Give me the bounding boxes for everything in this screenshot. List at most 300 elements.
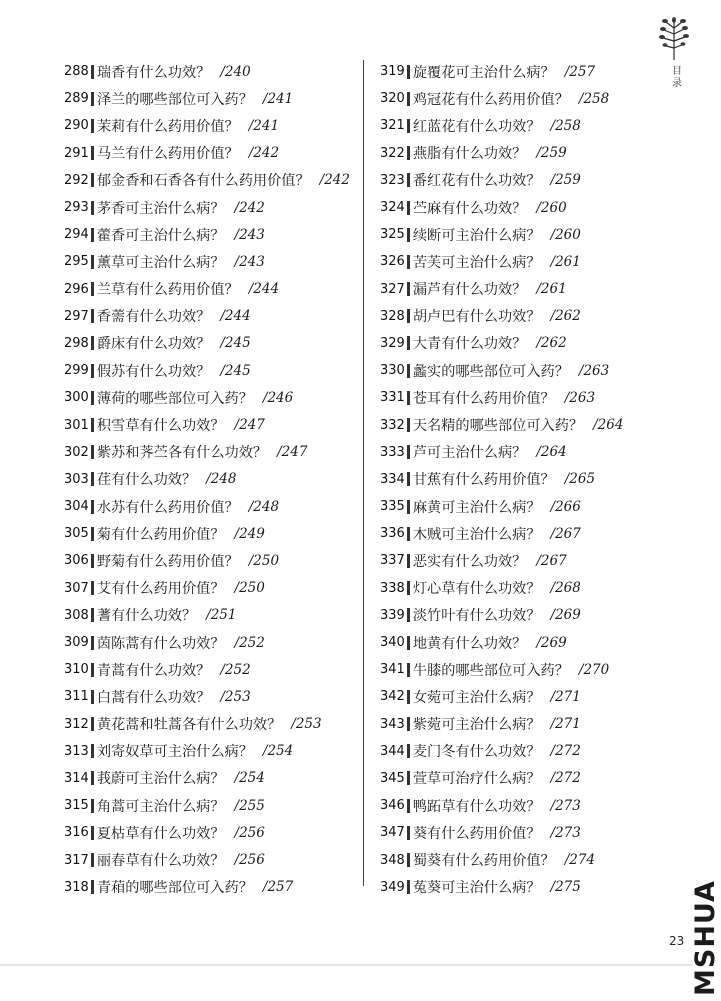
- entry-title: 蜀葵有什么药用价值？: [412, 853, 555, 870]
- entry-bar-marker: [407, 608, 410, 622]
- entry-number: 336: [380, 526, 405, 542]
- entry-title: 菊有什么药用价值？: [96, 526, 225, 543]
- entry-bar-marker: [407, 146, 410, 160]
- entry-page-ref: /274: [564, 852, 596, 869]
- entry-number: 301: [64, 417, 89, 433]
- toc-entry[interactable]: [64, 547, 354, 574]
- entry-number: 330: [380, 363, 405, 379]
- entry-number: 317: [64, 852, 89, 868]
- entry-page-ref: /244: [248, 281, 280, 298]
- entry-number: 289: [64, 91, 89, 107]
- entry-number: 300: [64, 390, 89, 406]
- entry-bar-marker: [91, 173, 94, 187]
- column-divider: [363, 60, 364, 886]
- entry-bar-marker: [91, 663, 94, 677]
- entry-page-ref: /265: [564, 471, 596, 488]
- entry-page-ref: /250: [248, 552, 280, 569]
- entry-page-ref: /241: [262, 90, 294, 107]
- toc-entry[interactable]: [64, 330, 354, 357]
- entry-bar-marker: [91, 309, 94, 323]
- entry-number: 303: [64, 471, 89, 487]
- entry-page-ref: /243: [234, 253, 265, 270]
- toc-entry[interactable]: [64, 602, 354, 629]
- toc-entry[interactable]: [64, 765, 354, 792]
- toc-entry[interactable]: [64, 85, 354, 112]
- entry-number: 294: [64, 227, 89, 243]
- toc-left-column: [64, 58, 354, 901]
- entry-page-ref: /275: [550, 879, 581, 896]
- entry-title: 天名精的哪些部位可入药？: [412, 418, 584, 435]
- entry-bar-marker: [407, 309, 410, 323]
- entry-page-ref: /249: [234, 525, 265, 542]
- entry-number: 323: [380, 172, 405, 188]
- toc-entry[interactable]: [380, 547, 662, 574]
- entry-title: 木贼可主治什么病？: [412, 526, 541, 543]
- entry-bar-marker: [407, 201, 410, 215]
- entry-number: 322: [380, 145, 405, 161]
- entry-bar-marker: [91, 636, 94, 650]
- entry-title: 燕脂有什么功效？: [412, 146, 527, 163]
- toc-entry[interactable]: [64, 493, 354, 520]
- entry-number: 319: [380, 64, 405, 80]
- entry-page-ref: /273: [550, 824, 581, 841]
- toc-entry[interactable]: [380, 602, 662, 629]
- toc-entry[interactable]: [380, 846, 662, 873]
- entry-bar-marker: [407, 173, 410, 187]
- entry-bar-marker: [407, 445, 410, 459]
- entry-bar-marker: [91, 853, 94, 867]
- entry-bar-marker: [91, 717, 94, 731]
- entry-title: 丽春草有什么功效？: [96, 853, 225, 870]
- entry-title: 女菀可主治什么病？: [412, 689, 541, 706]
- toc-entry[interactable]: [64, 683, 354, 710]
- entry-page-ref: /264: [536, 444, 567, 461]
- entry-number: 334: [380, 471, 405, 487]
- toc-entry[interactable]: [380, 167, 662, 194]
- entry-bar-marker: [91, 690, 94, 704]
- entry-bar-marker: [407, 282, 410, 296]
- entry-bar-marker: [91, 336, 94, 350]
- entry-title: 角蒿可主治什么病？: [96, 798, 225, 815]
- entry-number: 332: [380, 417, 405, 433]
- entry-page-ref: /253: [220, 688, 251, 705]
- entry-number: 326: [380, 254, 405, 270]
- entry-title: 爵床有什么功效？: [96, 336, 211, 353]
- toc-entry[interactable]: [380, 629, 662, 656]
- entry-page-ref: /258: [550, 117, 581, 134]
- entry-number: 290: [64, 118, 89, 134]
- toc-entry[interactable]: [64, 276, 354, 303]
- entry-bar-marker: [407, 527, 410, 541]
- entry-number: 313: [64, 743, 89, 759]
- toc-entry[interactable]: [64, 384, 354, 411]
- toc-entry[interactable]: [64, 58, 354, 85]
- entry-bar-marker: [407, 826, 410, 840]
- entry-page-ref: /251: [206, 607, 237, 624]
- entry-number: 349: [380, 879, 405, 895]
- entry-number: 346: [380, 798, 405, 814]
- entry-number: 310: [64, 662, 89, 678]
- entry-page-ref: /267: [536, 552, 567, 569]
- entry-bar-marker: [91, 92, 94, 106]
- entry-bar-marker: [91, 228, 94, 242]
- entry-number: 308: [64, 607, 89, 623]
- entry-bar-marker: [407, 500, 410, 514]
- entry-title: 芦可主治什么病？: [412, 445, 527, 462]
- entry-title: 瑞香有什么功效？: [96, 64, 211, 81]
- entry-title: 积雪草有什么功效？: [96, 418, 225, 435]
- toc-entry[interactable]: [380, 276, 662, 303]
- toc-entry[interactable]: [64, 575, 354, 602]
- toc-entry[interactable]: [64, 792, 354, 819]
- entry-bar-marker: [407, 255, 410, 269]
- toc-entry[interactable]: [64, 656, 354, 683]
- entry-number: 316: [64, 825, 89, 841]
- toc-entry[interactable]: [380, 303, 662, 330]
- entry-title: 葵有什么药用价值？: [412, 825, 541, 842]
- entry-number: 331: [380, 390, 405, 406]
- entry-number: 344: [380, 743, 405, 759]
- entry-number: 328: [380, 308, 405, 324]
- toc-entry[interactable]: [64, 520, 354, 547]
- entry-title: 萱草可治疗什么病？: [412, 771, 541, 788]
- entry-title: 蓍有什么功效？: [96, 608, 197, 625]
- entry-bar-marker: [407, 880, 410, 894]
- entry-bar-marker: [91, 255, 94, 269]
- toc-entry[interactable]: [380, 439, 662, 466]
- entry-number: 295: [64, 254, 89, 270]
- entry-bar-marker: [91, 880, 94, 894]
- entry-title: 胡卢巴有什么功效？: [412, 309, 541, 326]
- entry-title: 青葙的哪些部位可入药？: [96, 880, 253, 897]
- entry-number: 293: [64, 200, 89, 216]
- entry-bar-marker: [407, 65, 410, 79]
- toc-entry[interactable]: [380, 792, 662, 819]
- entry-number: 340: [380, 635, 405, 651]
- entry-page-ref: /254: [234, 770, 265, 787]
- entry-page-ref: /271: [550, 716, 581, 733]
- entry-bar-marker: [91, 445, 94, 459]
- entry-title: 苎麻有什么功效？: [412, 200, 527, 217]
- entry-number: 342: [380, 689, 405, 705]
- entry-bar-marker: [407, 771, 410, 785]
- entry-title: 茅香可主治什么病？: [96, 200, 225, 217]
- entry-page-ref: /268: [550, 580, 581, 597]
- entry-title: 刘寄奴草可主治什么病？: [96, 744, 253, 761]
- entry-number: 329: [380, 335, 405, 351]
- entry-page-ref: /245: [220, 362, 251, 379]
- entry-bar-marker: [407, 636, 410, 650]
- entry-bar-marker: [91, 472, 94, 486]
- entry-number: 320: [380, 91, 405, 107]
- entry-page-ref: /258: [578, 90, 610, 107]
- entry-title: 恶实有什么功效？: [412, 553, 527, 570]
- toc-entry[interactable]: [380, 85, 662, 112]
- entry-page-ref: /266: [550, 498, 581, 515]
- entry-page-ref: /259: [536, 145, 567, 162]
- entry-title: 紫苏和荠苎各有什么功效？: [96, 445, 268, 462]
- entry-page-ref: /247: [234, 417, 265, 434]
- entry-title: 番红花有什么功效？: [412, 173, 541, 190]
- entry-title: 兰草有什么药用价值？: [96, 282, 239, 299]
- entry-number: 288: [64, 64, 89, 80]
- entry-title: 莪蔚可主治什么病？: [96, 771, 225, 788]
- toc-entry[interactable]: [380, 765, 662, 792]
- entry-number: 339: [380, 607, 405, 623]
- entry-page-ref: /270: [578, 661, 610, 678]
- entry-page-ref: /247: [277, 444, 308, 461]
- toc-entry[interactable]: [380, 466, 662, 493]
- entry-page-ref: /260: [550, 226, 581, 243]
- toc-entry[interactable]: [64, 112, 354, 139]
- toc-entry[interactable]: [64, 140, 354, 167]
- toc-entry[interactable]: [380, 411, 662, 438]
- toc-entry[interactable]: [64, 629, 354, 656]
- entry-title: 地黄有什么功效？: [412, 635, 527, 652]
- entry-number: 314: [64, 770, 89, 786]
- entry-title: 甘蕉有什么药用价值？: [412, 472, 555, 489]
- toc-entry[interactable]: [380, 194, 662, 221]
- toc-entry[interactable]: [64, 711, 354, 738]
- entry-bar-marker: [91, 581, 94, 595]
- entry-title: 藿香可主治什么病？: [96, 227, 225, 244]
- entry-title: 青蒿有什么功效？: [96, 662, 211, 679]
- entry-number: 307: [64, 580, 89, 596]
- toc-entry[interactable]: [64, 248, 354, 275]
- watermark: MSHUA: [690, 880, 721, 996]
- entry-bar-marker: [91, 201, 94, 215]
- toc-entry[interactable]: [380, 140, 662, 167]
- toc-entry[interactable]: [64, 194, 354, 221]
- entry-number: 341: [380, 662, 405, 678]
- entry-title: 蠡实的哪些部位可入药？: [412, 363, 569, 380]
- entry-title: 水苏有什么药用价值？: [96, 499, 239, 516]
- entry-bar-marker: [407, 663, 410, 677]
- entry-number: 324: [380, 200, 405, 216]
- entry-number: 348: [380, 852, 405, 868]
- entry-bar-marker: [91, 799, 94, 813]
- entry-title: 漏芦有什么功效？: [412, 282, 527, 299]
- entry-number: 309: [64, 635, 89, 651]
- entry-title: 苦芙可主治什么病？: [412, 254, 541, 271]
- entry-page-ref: /248: [248, 498, 280, 515]
- entry-bar-marker: [407, 799, 410, 813]
- entry-title: 薰草可主治什么病？: [96, 254, 225, 271]
- entry-page-ref: /240: [220, 63, 251, 80]
- entry-number: 311: [64, 689, 89, 705]
- toc-entry[interactable]: [380, 357, 662, 384]
- toc-entry[interactable]: [64, 439, 354, 466]
- entry-page-ref: /263: [578, 362, 610, 379]
- toc-entry[interactable]: [64, 303, 354, 330]
- toc-entry[interactable]: [380, 221, 662, 248]
- entry-page-ref: /254: [262, 743, 294, 760]
- entry-page-ref: /263: [564, 389, 596, 406]
- plant-sprig-icon: [656, 14, 692, 62]
- entry-page-ref: /262: [550, 308, 581, 325]
- toc-entry[interactable]: [64, 411, 354, 438]
- entry-title: 白蒿有什么功效？: [96, 689, 211, 706]
- entry-bar-marker: [91, 826, 94, 840]
- entry-number: 305: [64, 526, 89, 542]
- entry-bar-marker: [91, 418, 94, 432]
- entry-bar-marker: [407, 744, 410, 758]
- entry-number: 321: [380, 118, 405, 134]
- entry-number: 325: [380, 227, 405, 243]
- toc-entry[interactable]: [64, 819, 354, 846]
- entry-page-ref: /242: [319, 172, 350, 189]
- toc-entry[interactable]: [380, 384, 662, 411]
- toc-entry[interactable]: [64, 466, 354, 493]
- toc-entry[interactable]: [380, 819, 662, 846]
- entry-number: 338: [380, 580, 405, 596]
- entry-number: 306: [64, 553, 89, 569]
- entry-title: 牛膝的哪些部位可入药？: [412, 662, 569, 679]
- entry-title: 马兰有什么药用价值？: [96, 146, 239, 163]
- entry-bar-marker: [91, 146, 94, 160]
- entry-bar-marker: [91, 771, 94, 785]
- entry-title: 菟葵可主治什么病？: [412, 880, 541, 897]
- toc-entry[interactable]: [64, 221, 354, 248]
- entry-number: 292: [64, 172, 89, 188]
- entry-title: 麦门冬有什么功效？: [412, 744, 541, 761]
- entry-title: 鸡冠花有什么药用价值？: [412, 91, 569, 108]
- toc-entry[interactable]: [380, 58, 662, 85]
- entry-page-ref: /264: [593, 417, 624, 434]
- entry-page-ref: /262: [536, 335, 567, 352]
- entry-page-ref: /242: [234, 199, 265, 216]
- entry-bar-marker: [407, 690, 410, 704]
- entry-bar-marker: [407, 228, 410, 242]
- section-label: 目录: [672, 66, 682, 89]
- toc-entry[interactable]: [380, 738, 662, 765]
- entry-bar-marker: [91, 527, 94, 541]
- entry-title: 郁金香和石香各有什么药用价值？: [96, 173, 310, 190]
- entry-bar-marker: [407, 119, 410, 133]
- entry-page-ref: /246: [262, 389, 294, 406]
- entry-page-ref: /252: [220, 661, 251, 678]
- entry-title: 茉莉有什么药用价值？: [96, 118, 239, 135]
- toc-entry[interactable]: [380, 711, 662, 738]
- entry-title: 红蓝花有什么功效？: [412, 118, 541, 135]
- toc-entry[interactable]: [380, 493, 662, 520]
- entry-bar-marker: [91, 500, 94, 514]
- entry-title: 薄荷的哪些部位可入药？: [96, 390, 253, 407]
- toc-entry[interactable]: [64, 738, 354, 765]
- entry-number: 304: [64, 499, 89, 515]
- toc-right-column: [380, 58, 662, 901]
- entry-page-ref: /261: [536, 281, 567, 298]
- entry-bar-marker: [91, 282, 94, 296]
- entry-number: 333: [380, 444, 405, 460]
- entry-number: 327: [380, 281, 405, 297]
- entry-number: 302: [64, 444, 89, 460]
- entry-page-ref: /248: [206, 471, 237, 488]
- entry-title: 大青有什么功效？: [412, 336, 527, 353]
- entry-bar-marker: [407, 336, 410, 350]
- entry-page-ref: /242: [248, 145, 280, 162]
- toc-entry[interactable]: [380, 520, 662, 547]
- entry-page-ref: /273: [550, 797, 581, 814]
- toc-entry[interactable]: [380, 656, 662, 683]
- entry-number: 318: [64, 879, 89, 895]
- entry-bar-marker: [91, 744, 94, 758]
- entry-page-ref: /256: [234, 824, 265, 841]
- entry-page-ref: /241: [248, 117, 280, 134]
- toc-entry[interactable]: [380, 874, 662, 901]
- entry-page-ref: /272: [550, 770, 581, 787]
- entry-page-ref: /250: [234, 580, 265, 597]
- toc-entry[interactable]: [380, 575, 662, 602]
- entry-title: 鸭跖草有什么功效？: [412, 798, 541, 815]
- entry-bar-marker: [91, 608, 94, 622]
- entry-number: 297: [64, 308, 89, 324]
- entry-title: 茵陈蒿有什么功效？: [96, 635, 225, 652]
- toc-entry[interactable]: [380, 248, 662, 275]
- entry-number: 291: [64, 145, 89, 161]
- entry-number: 315: [64, 798, 89, 814]
- entry-title: 紫菀可主治什么病？: [412, 717, 541, 734]
- entry-bar-marker: [91, 364, 94, 378]
- entry-title: 黄花蒿和牡蒿各有什么功效？: [96, 717, 282, 734]
- toc-entry[interactable]: [380, 683, 662, 710]
- toc-entry[interactable]: [380, 330, 662, 357]
- toc-entry[interactable]: [380, 112, 662, 139]
- entry-page-ref: /257: [564, 63, 596, 80]
- entry-title: 香薷有什么功效？: [96, 309, 211, 326]
- entry-number: 345: [380, 770, 405, 786]
- entry-title: 夏枯草有什么功效？: [96, 825, 225, 842]
- entry-number: 296: [64, 281, 89, 297]
- entry-bar-marker: [91, 119, 94, 133]
- entry-bar-marker: [91, 391, 94, 405]
- entry-page-ref: /269: [550, 607, 581, 624]
- entry-bar-marker: [407, 472, 410, 486]
- toc-entry[interactable]: [64, 874, 354, 901]
- toc-entry[interactable]: [64, 846, 354, 873]
- entry-title: 野菊有什么药用价值？: [96, 553, 239, 570]
- entry-page-ref: /259: [550, 172, 581, 189]
- entry-title: 灯心草有什么功效？: [412, 581, 541, 598]
- entry-title: 麻黄可主治什么病？: [412, 499, 541, 516]
- entry-page-ref: /257: [262, 879, 294, 896]
- entry-page-ref: /244: [220, 308, 251, 325]
- entry-bar-marker: [407, 364, 410, 378]
- entry-bar-marker: [407, 391, 410, 405]
- page-number: 23: [669, 934, 685, 948]
- toc-entry[interactable]: [64, 357, 354, 384]
- entry-page-ref: /245: [220, 335, 251, 352]
- entry-bar-marker: [407, 554, 410, 568]
- entry-bar-marker: [407, 92, 410, 106]
- entry-page-ref: /261: [550, 253, 581, 270]
- entry-bar-marker: [407, 418, 410, 432]
- entry-page-ref: /256: [234, 852, 265, 869]
- entry-number: 335: [380, 499, 405, 515]
- entry-page-ref: /243: [234, 226, 265, 243]
- entry-title: 淡竹叶有什么功效？: [412, 608, 541, 625]
- entry-bar-marker: [407, 853, 410, 867]
- entry-number: 347: [380, 825, 405, 841]
- entry-page-ref: /260: [536, 199, 567, 216]
- entry-number: 299: [64, 363, 89, 379]
- toc-entry[interactable]: [64, 167, 354, 194]
- entry-page-ref: /271: [550, 688, 581, 705]
- entry-page-ref: /253: [291, 716, 322, 733]
- entry-number: 298: [64, 335, 89, 351]
- entry-page-ref: /267: [550, 525, 581, 542]
- entry-bar-marker: [91, 65, 94, 79]
